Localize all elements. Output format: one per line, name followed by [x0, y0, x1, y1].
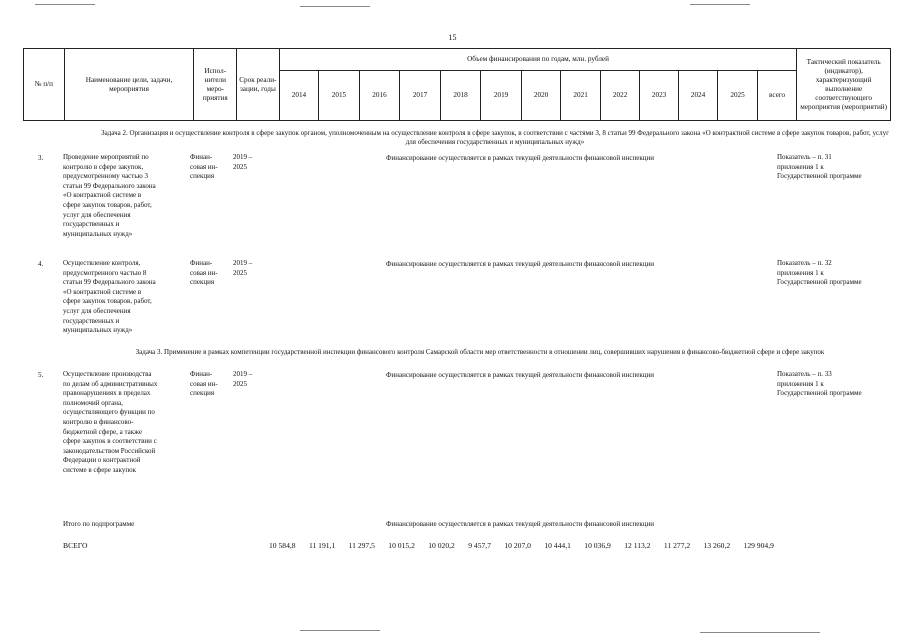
total-value: 11 191,1	[308, 541, 336, 550]
total-values	[269, 541, 774, 550]
scan-artifact	[300, 6, 370, 7]
header-year: 2023	[640, 71, 678, 121]
row-name: Осуществление производства по делам об административных правонарушениях в пределах полномочий органа, осуществляющего функции по контролю в финансово- бюджетной сфере, а также сфере закупок в соответствии с законодательством Российской Федерации о контрактной системе в сфере закупок	[63, 370, 158, 474]
total-value: 11 277,2	[663, 541, 691, 550]
header-year: 2019	[481, 71, 522, 121]
scan-artifact	[690, 4, 750, 5]
total-value: 10 036,9	[584, 541, 611, 550]
header-indicator: Тактический показатель (индикатор), характеризующий выполнение соответствующего мероприятия (мероприятий)	[797, 49, 891, 121]
total-value: 10 015,2	[388, 541, 415, 550]
task-3-heading: Задача 3. Применение в рамках компетенции государственной инспекции финансового контроля Самарской области мер ответственности в отношении лиц, совершивших нарушения в финансово-бюджетной сфере и сфере закупок	[135, 348, 825, 356]
scan-artifact	[700, 632, 820, 633]
header-table	[23, 48, 891, 121]
row-executor: Финан- совая ин- спекция	[190, 259, 218, 287]
header-year: 2025	[718, 71, 758, 121]
row-number: 4.	[38, 260, 44, 268]
scan-artifact	[300, 630, 380, 631]
header-num: № п/п	[24, 49, 65, 121]
total-value: 10 584,8	[269, 541, 296, 550]
header-name: Наименование цели, задачи, мероприятия	[64, 49, 194, 121]
page-number: 15	[448, 33, 457, 42]
subtotal-financing: Финансирование осуществляется в рамках текущей деятельности финансовой инспекции	[385, 520, 655, 528]
row-term: 2019 – 2025	[233, 259, 253, 277]
total-value: 9 457,7	[468, 541, 491, 550]
row-financing: Финансирование осуществляется в рамках текущей деятельности финансовой инспекции	[385, 371, 655, 379]
row-number: 5.	[38, 371, 44, 379]
row-name: Осуществление контроля, предусмотренного частью 8 статьи 99 Федерального закона «О контрактной системе в сфере закупок товаров, работ, услуг для обеспечения государственных и муниципальных нужд»	[63, 259, 156, 335]
header-year: 2021	[561, 71, 601, 121]
total-value-sum: 129 904,9	[743, 541, 774, 550]
total-value: 10 020,2	[428, 541, 455, 550]
header-year: 2022	[600, 71, 640, 121]
task-2-heading: Задача 2. Организация и осуществление контроля в сфере закупок органом, уполномоченным на осуществление контроля в сфере закупок, в соответствии с частями 3, 8 статьи 99 Федерального закона «О контрактной системе в сфере закупок товаров, работ, услуг для обеспечения государственных и муниципальных нужд»	[101, 129, 889, 146]
total-value: 13 260,2	[703, 541, 731, 550]
row-executor: Финан- совая ин- спекция	[190, 370, 218, 398]
header-year: 2014	[279, 71, 319, 121]
row-indicator: Показатель – п. 32 приложения 1 к Государственной программе	[777, 259, 862, 287]
total-value: 11 297,5	[348, 541, 375, 550]
row-indicator: Показатель – п. 31 приложения 1 к Государственной программе	[777, 153, 862, 181]
row-term: 2019 – 2025	[233, 370, 253, 388]
row-indicator: Показатель – п. 33 приложения 1 к Государственной программе	[777, 370, 862, 398]
total-label: ВСЕГО	[63, 541, 88, 550]
header-year: 2017	[400, 71, 441, 121]
row-financing: Финансирование осуществляется в рамках текущей деятельности финансовой инспекции	[385, 154, 655, 162]
header-term: Срок реали-зации, годы	[237, 49, 280, 121]
header-year: 2018	[440, 71, 481, 121]
header-financing: Объем финансирования по годам, млн. рублей	[279, 49, 797, 71]
header-year: 2024	[678, 71, 718, 121]
total-value: 12 113,2	[624, 541, 651, 550]
header-year: 2015	[319, 71, 360, 121]
total-value: 10 444,1	[544, 541, 571, 550]
header-year: 2020	[521, 71, 561, 121]
scan-artifact	[35, 4, 95, 5]
total-value: 10 207,0	[504, 541, 531, 550]
row-term: 2019 – 2025	[233, 153, 253, 171]
row-financing: Финансирование осуществляется в рамках текущей деятельности финансовой инспекции	[385, 260, 655, 268]
header-total: всего	[757, 71, 797, 121]
subtotal-label: Итого по подпрограмме	[63, 520, 135, 528]
row-name: Проведение мероприятий по контролю в сфере закупок, предусмотренному частью 3 статьи 99 Федерального закона «О контрактной системе в сфере закупок товаров, работ, услуг для обеспечения государственных и муниципальных нужд»	[63, 153, 156, 238]
header-executor: Испол-нители меро-приятия	[194, 49, 237, 121]
header-year: 2016	[359, 71, 400, 121]
row-number: 3.	[38, 154, 44, 162]
row-executor: Финан- совая ин- спекция	[190, 153, 218, 181]
